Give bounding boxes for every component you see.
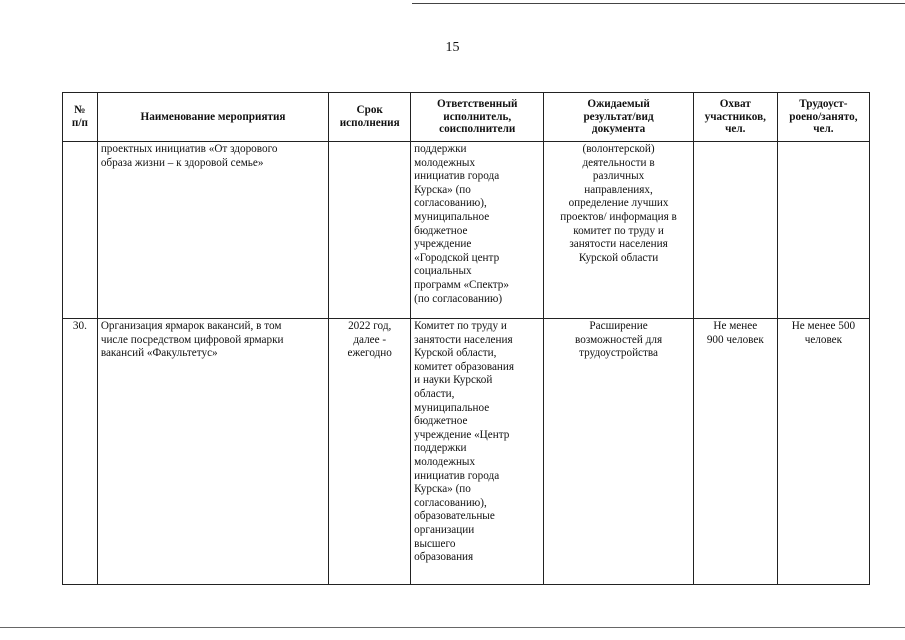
row-reach-cell xyxy=(693,142,777,319)
row-name-cell: Организация ярмарок вакансий, в том числе посредством цифровой ярмарки вакансий «Факультетус» xyxy=(97,319,328,585)
header-reach: Охват участников, чел. xyxy=(693,93,777,142)
row-employed-cell xyxy=(777,142,869,319)
top-scan-rule xyxy=(412,3,905,4)
events-table xyxy=(62,92,870,585)
header-responsible: Ответственный исполнитель, соисполнители xyxy=(411,93,544,142)
row-name-cell: проектных инициатив «От здорового образа жизни – к здоровой семье» xyxy=(97,142,328,319)
row-term-cell xyxy=(329,142,411,319)
row-num-cell: 30. xyxy=(63,319,98,585)
row-result-cell: (волонтерской) деятельности в различных направлениях, определение лучших проектов/ информация в комитет по труду и занятости населения Курской области xyxy=(544,142,694,319)
row-reach-cell: Не менее 900 человек xyxy=(693,319,777,585)
row-term-cell: 2022 год, далее - ежегодно xyxy=(329,319,411,585)
table-row xyxy=(63,142,870,319)
row-num-cell xyxy=(63,142,98,319)
header-num: № п/п xyxy=(63,93,98,142)
row-responsible-cell: поддержки молодежных инициатив города Курска» (по согласованию), муниципальное бюджетное учреждение «Городской центр социальных программ «Спектр» (по согласованию) xyxy=(411,142,544,319)
table-header-row xyxy=(63,93,870,142)
table-row xyxy=(63,319,870,585)
bottom-scan-rule xyxy=(0,627,905,628)
row-employed-cell: Не менее 500 человек xyxy=(777,319,869,585)
header-term: Срок исполнения xyxy=(329,93,411,142)
header-employed: Трудоуст- роено/занято, чел. xyxy=(777,93,869,142)
row-responsible-cell: Комитет по труду и занятости населения Курской области, комитет образования и науки Курской области, муниципальное бюджетное учреждение «Центр поддержки молодежных инициатив города Курска» (по согласованию), образовательные организации высшего образования xyxy=(411,319,544,585)
header-name: Наименование мероприятия xyxy=(97,93,328,142)
row-result-cell: Расширение возможностей для трудоустройства xyxy=(544,319,694,585)
page-number: 15 xyxy=(445,40,460,55)
header-result: Ожидаемый результат/вид документа xyxy=(544,93,694,142)
